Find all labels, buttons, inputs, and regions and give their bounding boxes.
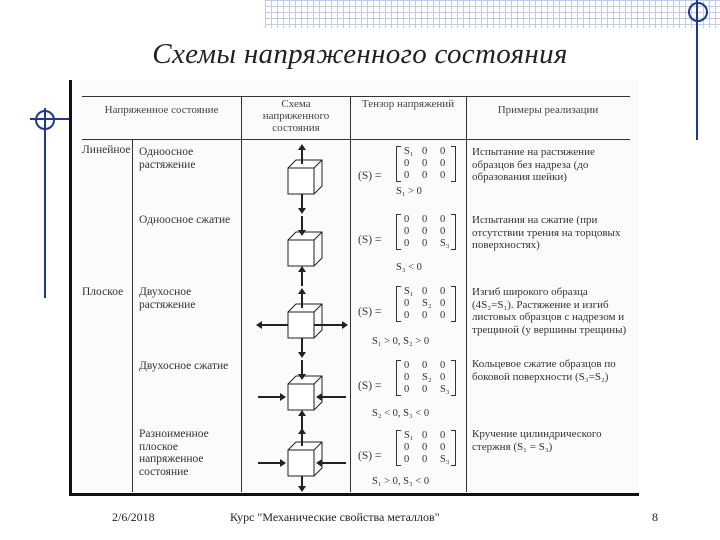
table-rule [132, 139, 133, 492]
tensor-matrix: S₁ 0 0 0 0 0 0 0 0 [396, 146, 456, 182]
tensor-condition: S₂ < 0, S₃ < 0 [372, 408, 430, 419]
uniaxial-compression-cube-icon [260, 216, 344, 286]
example-text: Кручение цилиндрического стержня (S₁ = S₃) [472, 428, 602, 453]
example-text: Изгиб широкого образца (4S₂=S₁). Растяжение и изгиб листовых образцов с надрезом и трещиной (у вершины трещины) [472, 286, 627, 336]
state-label: Двухосное сжатие [139, 360, 229, 372]
tensor-prefix: (S) = [358, 450, 382, 462]
state-label: Одноосное растяжение [139, 146, 196, 171]
biaxial-tension-cube-icon [254, 288, 350, 358]
tensor-condition: S₁ > 0, S₃ < 0 [372, 476, 430, 487]
mixed-plane-stress-cube-icon [254, 430, 350, 492]
decorative-grid [265, 0, 720, 28]
decorative-line [44, 108, 46, 298]
uniaxial-tension-cube-icon [260, 144, 344, 214]
tensor-prefix: (S) = [358, 306, 382, 318]
table-rule [82, 96, 630, 97]
tensor-matrix: 0 0 0 0 S₂ 0 0 0 S₃ [396, 360, 456, 396]
state-label: Двухосное растяжение [139, 286, 196, 311]
example-text: Испытания на сжатие (при отсутствии трения на торцовых поверхностях) [472, 214, 621, 251]
slide-title: Схемы напряженного состояния [152, 38, 568, 70]
table-rule [241, 96, 242, 492]
footer-course: Курс "Механические свойства металлов" [230, 510, 440, 524]
stress-state-table [82, 92, 630, 492]
example-text: Кольцевое сжатие образцов по боковой поверхности (S₃=S₂) [472, 358, 616, 383]
page-number: 8 [652, 510, 658, 524]
table-rule [466, 96, 467, 492]
group-label-plane: Плоское [82, 286, 124, 298]
decorative-circle [35, 110, 55, 130]
header-scheme: Схема напряженного состояния [262, 98, 330, 134]
header-tensor: Тензор напряжений [361, 98, 455, 110]
state-label: Разноименное плоское напряженное состояние [139, 428, 209, 478]
decorative-circle [688, 2, 708, 22]
table-rule [350, 96, 351, 492]
group-label-linear: Линейное [82, 144, 131, 156]
tensor-condition: S₃ < 0 [396, 262, 422, 273]
tensor-condition: S₁ > 0, S₂ > 0 [372, 336, 430, 347]
tensor-prefix: (S) = [358, 170, 382, 182]
biaxial-compression-cube-icon [254, 360, 350, 430]
table-rule [82, 139, 630, 140]
state-label: Одноосное сжатие [139, 214, 231, 226]
header-state: Напряженное состояние [104, 104, 219, 116]
example-text: Испытание на растяжение образцов без надреза (до образования шейки) [472, 146, 595, 183]
tensor-prefix: (S) = [358, 380, 382, 392]
tensor-matrix: 0 0 0 0 0 0 0 0 S₃ [396, 214, 456, 250]
tensor-matrix: S₁ 0 0 0 S₂ 0 0 0 0 [396, 286, 456, 322]
tensor-prefix: (S) = [358, 234, 382, 246]
footer-date: 2/6/2018 [112, 510, 155, 524]
tensor-matrix: S₁ 0 0 0 0 0 0 0 S₃ [396, 430, 456, 466]
header-examples: Примеры реализации [497, 104, 599, 116]
tensor-condition: S₁ > 0 [396, 186, 422, 197]
